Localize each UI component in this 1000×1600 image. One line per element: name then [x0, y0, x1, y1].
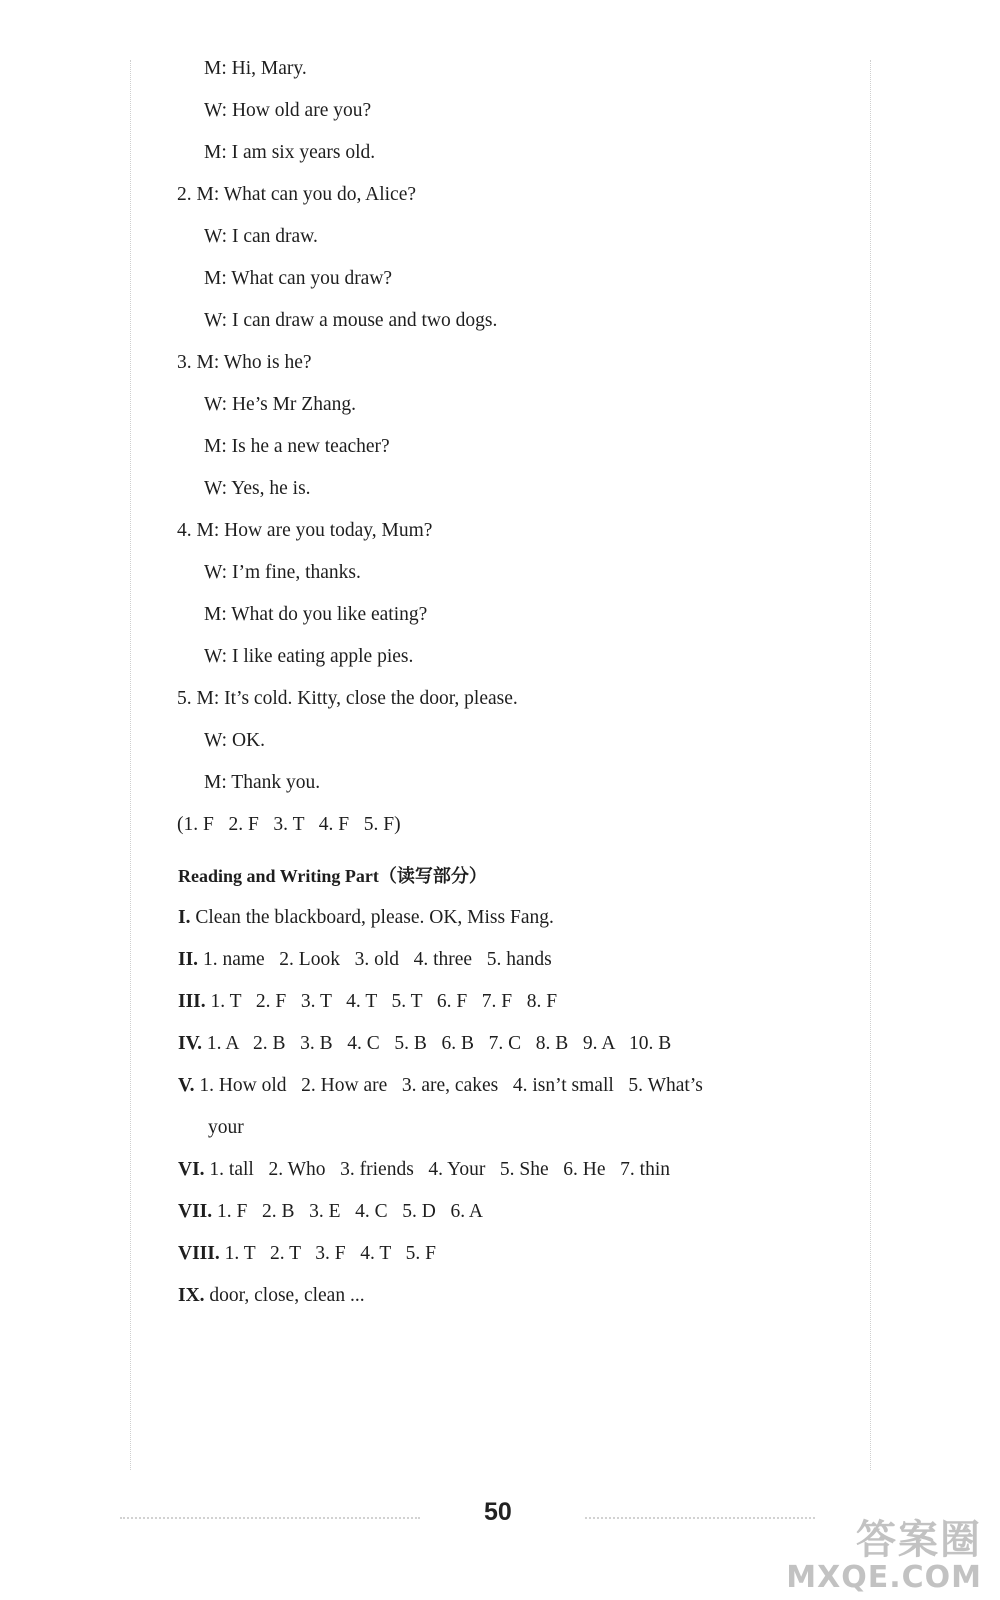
section-number: VIII. [178, 1243, 220, 1264]
watermark-en: MXQE.COM [786, 1560, 982, 1595]
watermark-cn: 答案圈 [856, 1517, 982, 1563]
script-line: W: How old are you? [204, 100, 372, 121]
answer-row-2 [178, 948, 552, 972]
script-line-numbered: 5. M: It’s cold. Kitty, close the door, please. [177, 688, 518, 709]
listening-answers: (1. F 2. F 3. T 4. F 5. F) [177, 814, 401, 835]
script-line: M: What do you like eating? [204, 604, 428, 625]
answer-text: your [208, 1117, 244, 1138]
section-number: I. [178, 907, 191, 928]
answer-row-5 [178, 1074, 703, 1098]
script-line: W: OK. [204, 730, 266, 751]
script-line: W: Yes, he is. [204, 478, 311, 499]
script-line-numbered: 4. M: How are you today, Mum? [177, 520, 433, 541]
answer-row-7 [178, 1200, 483, 1224]
script-line: M: What can you draw? [204, 268, 393, 289]
answer-text: 1. F 2. B 3. E 4. C 5. D 6. A [217, 1201, 483, 1222]
answer-row-1 [178, 906, 554, 930]
footer-rule-left [120, 1517, 420, 1519]
answer-text: 1. T 2. F 3. T 4. T 5. T 6. F 7. F 8. F [210, 991, 558, 1012]
section-number: IV. [178, 1033, 203, 1054]
script-line: M: Is he a new teacher? [204, 436, 390, 457]
answer-row-3 [178, 990, 557, 1014]
section-number: II. [178, 949, 199, 970]
answer-text: door, close, clean ... [209, 1285, 365, 1306]
section-heading: Reading and Writing Part（读写部分） [178, 866, 487, 886]
section-number: V. [178, 1075, 195, 1096]
answer-text: 1. A 2. B 3. B 4. C 5. B 6. B 7. C 8. B 9. A 10. B [206, 1033, 672, 1054]
section-number: VII. [178, 1201, 213, 1222]
script-line: W: I can draw. [204, 226, 318, 247]
section-number: VI. [178, 1159, 205, 1180]
script-line: M: Thank you. [204, 772, 321, 793]
script-line: W: I like eating apple pies. [204, 646, 414, 667]
answer-row-6 [178, 1158, 670, 1182]
watermark [786, 1518, 982, 1594]
answer-text: 1. How old 2. How are 3. are, cakes 4. isn’t small 5. What’s [199, 1075, 703, 1096]
right-margin-guide [870, 60, 871, 1470]
left-margin-guide [130, 60, 131, 1470]
footer-rule-right [585, 1517, 815, 1519]
answer-text: Clean the blackboard, please. OK, Miss Fang. [195, 907, 554, 928]
answer-text: 1. T 2. T 3. F 4. T 5. F [224, 1243, 436, 1264]
answer-row-4 [178, 1032, 671, 1056]
script-line-numbered: 3. M: Who is he? [177, 352, 312, 373]
script-line: M: I am six years old. [204, 142, 376, 163]
answer-row-8 [178, 1242, 436, 1266]
answer-text: 1. name 2. Look 3. old 4. three 5. hands [202, 949, 552, 970]
section-number: IX. [178, 1285, 205, 1306]
script-line: W: I’m fine, thanks. [204, 562, 361, 583]
answer-text: 1. tall 2. Who 3. friends 4. Your 5. She 6. He 7. thin [209, 1159, 671, 1180]
script-line-numbered: 2. M: What can you do, Alice? [177, 184, 416, 205]
section-number: III. [178, 991, 206, 1012]
script-line: M: Hi, Mary. [204, 58, 307, 79]
answer-row-5-continued [208, 1116, 244, 1140]
page-number: 50 [484, 1498, 512, 1526]
script-line: W: He’s Mr Zhang. [204, 394, 356, 415]
script-line: W: I can draw a mouse and two dogs. [204, 310, 498, 331]
answer-row-9 [178, 1284, 365, 1308]
